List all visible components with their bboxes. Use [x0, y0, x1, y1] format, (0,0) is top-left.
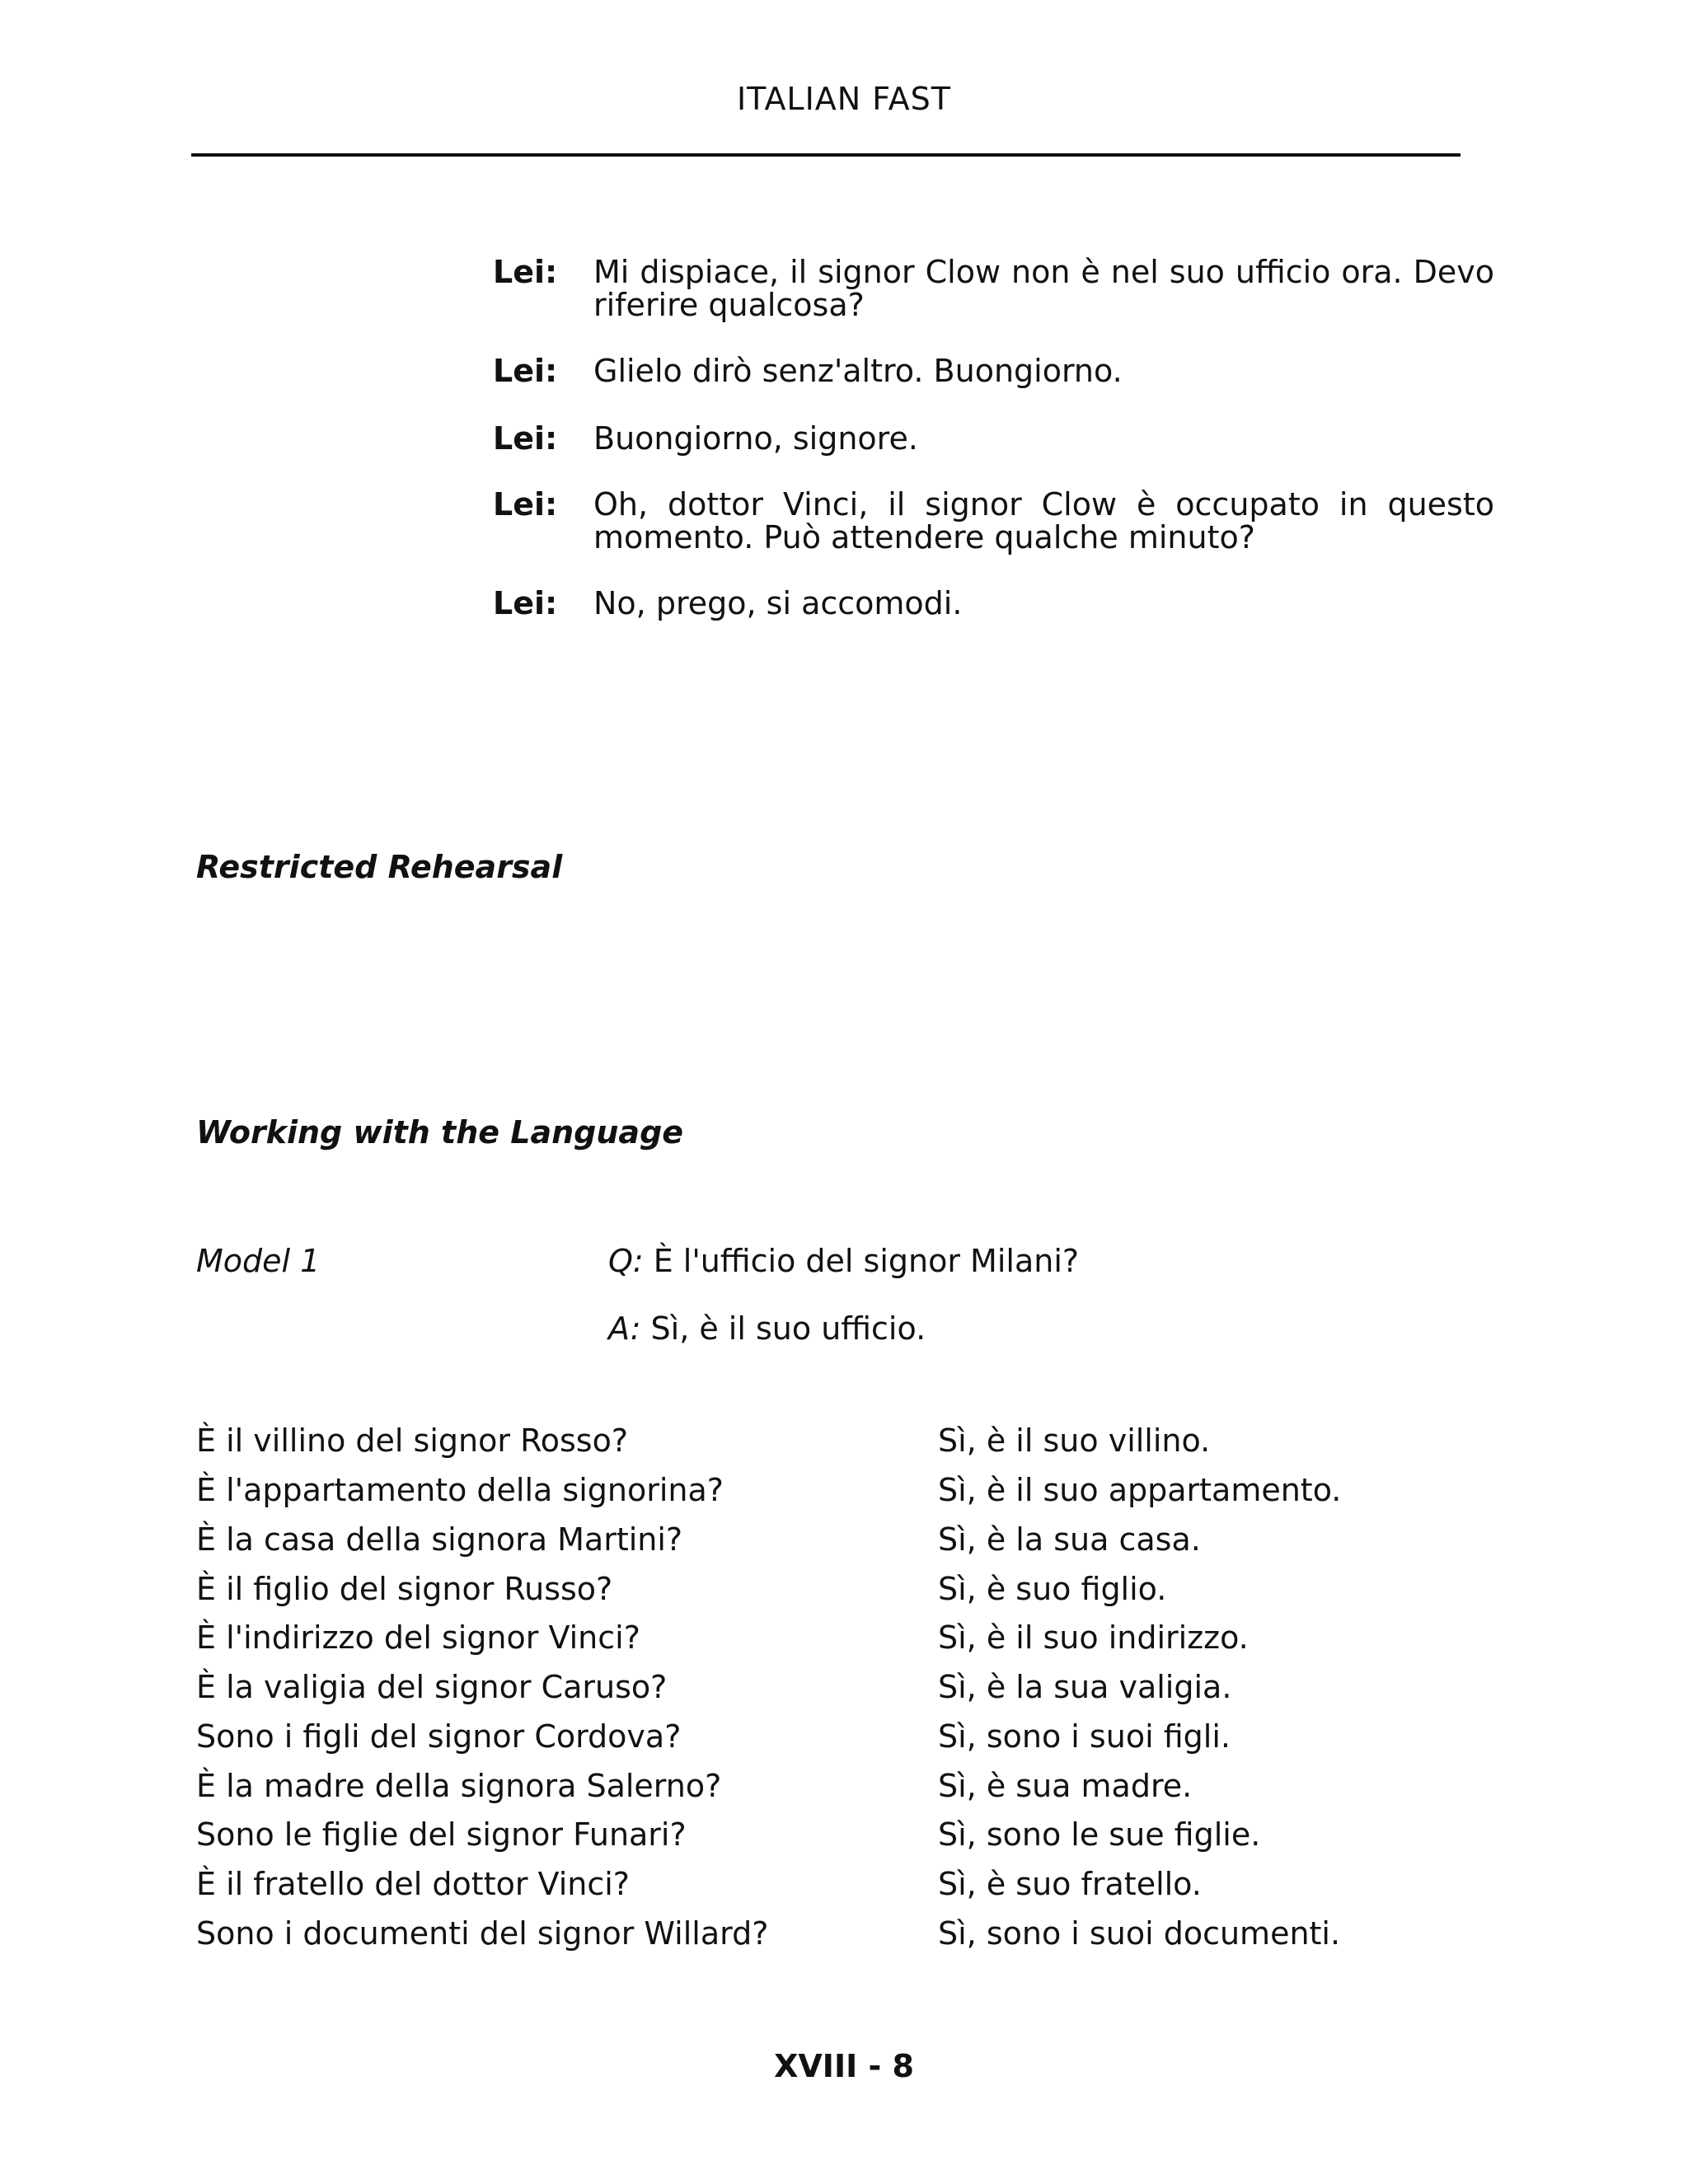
drill-answer: Sì, sono le sue figlie. — [938, 1816, 1261, 1853]
drill-question: È l'indirizzo del signor Vinci? — [196, 1619, 640, 1656]
drill-answer: Sì, è il suo indirizzo. — [938, 1619, 1249, 1656]
drill-question: È l'appartamento della signorina? — [196, 1472, 724, 1508]
dialogue-text: Oh, dottor Vinci, il signor Clow è occupato in questo momento. Può attendere qualche minuto? — [593, 486, 1494, 555]
model-label: Model 1 — [196, 1243, 321, 1279]
model-answer — [608, 1310, 926, 1347]
drill-answer: Sì, sono i suoi figli. — [938, 1718, 1231, 1755]
drill-question: È la casa della signora Martini? — [196, 1521, 683, 1558]
drill-answer: Sì, è suo fratello. — [938, 1866, 1202, 1902]
drill-answer: Sì, è la sua valigia. — [938, 1669, 1232, 1705]
page-number: XVIII - 8 — [774, 2048, 914, 2084]
answer-text: Sì, è il suo ufficio. — [650, 1310, 926, 1347]
question-text: È l'ufficio del signor Milani? — [653, 1243, 1080, 1279]
drill-answer: Sì, è la sua casa. — [938, 1521, 1201, 1558]
drill-answer: Sì, è il suo villino. — [938, 1422, 1211, 1459]
answer-tag: A: — [608, 1310, 641, 1347]
speaker-label: Lei: — [493, 353, 558, 389]
drill-question: Sono i documenti del signor Willard? — [196, 1915, 769, 1952]
drill-question: È il figlio del signor Russo? — [196, 1571, 613, 1607]
running-title: ITALIAN FAST — [736, 81, 952, 117]
dialogue-text: No, prego, si accomodi. — [593, 585, 963, 621]
section-heading-restricted-rehearsal: Restricted Rehearsal — [196, 849, 563, 885]
drill-answer: Sì, è sua madre. — [938, 1768, 1193, 1804]
drill-question: È il villino del signor Rosso? — [196, 1422, 629, 1459]
speaker-label: Lei: — [493, 420, 558, 457]
drill-question: È la madre della signora Salerno? — [196, 1768, 722, 1804]
drill-answer: Sì, è suo figlio. — [938, 1571, 1167, 1607]
speaker-label: Lei: — [493, 486, 558, 523]
question-tag: Q: — [608, 1243, 644, 1279]
drill-answer: Sì, sono i suoi documenti. — [938, 1915, 1341, 1952]
speaker-label: Lei: — [493, 585, 558, 621]
drill-question: Sono le figlie del signor Funari? — [196, 1816, 687, 1853]
dialogue-text: Mi dispiace, il signor Clow non è nel suo ufficio ora. Devo riferire qualcosa? — [593, 254, 1494, 323]
dialogue-text: Glielo dirò senz'altro. Buongiorno. — [593, 353, 1123, 389]
drill-question: Sono i figli del signor Cordova? — [196, 1718, 682, 1755]
drill-answer: Sì, è il suo appartamento. — [938, 1472, 1342, 1508]
section-heading-working-with-language: Working with the Language — [196, 1114, 684, 1151]
drill-question: È il fratello del dottor Vinci? — [196, 1866, 630, 1902]
speaker-label: Lei: — [493, 254, 558, 290]
dialogue-text: Buongiorno, signore. — [593, 420, 918, 457]
drill-question: È la valigia del signor Caruso? — [196, 1669, 668, 1705]
model-question — [608, 1243, 1079, 1279]
header-divider — [191, 153, 1461, 157]
